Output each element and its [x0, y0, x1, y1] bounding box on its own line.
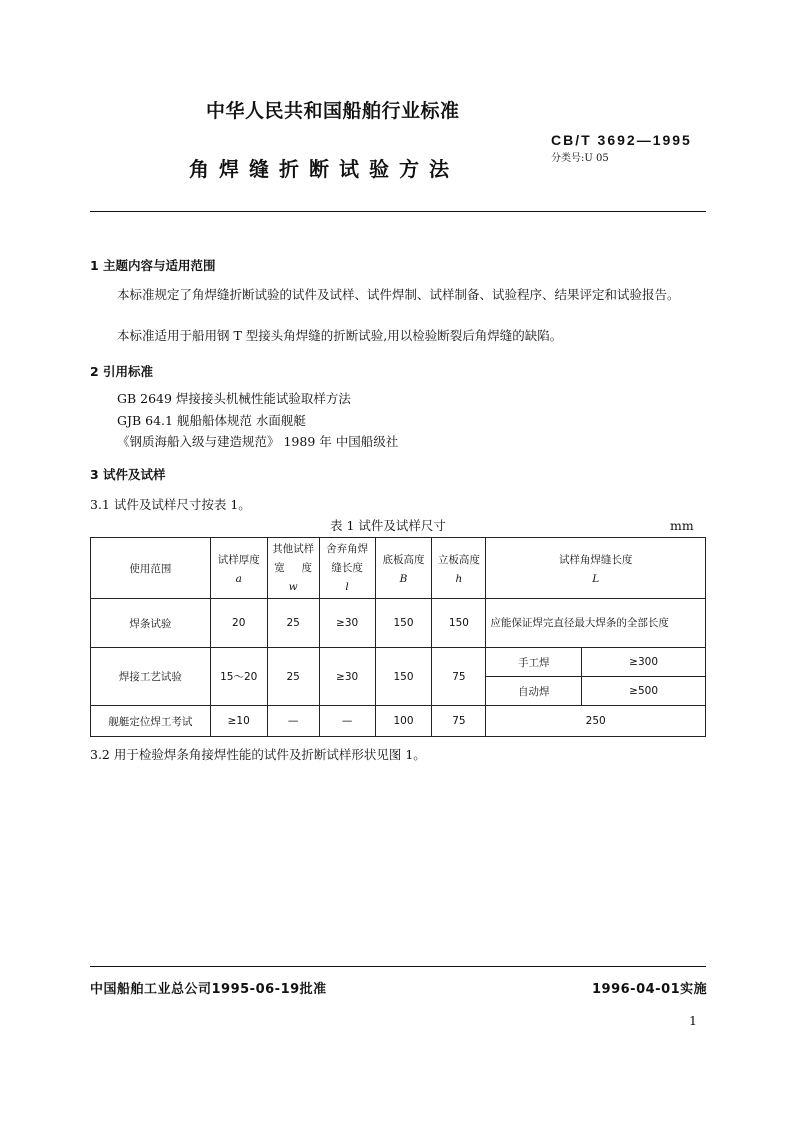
- reference-item: GB 2649 焊接接头机械性能试验取样方法: [117, 391, 351, 406]
- header-vertical-height: 立板高度 h: [432, 538, 486, 599]
- cell-width: —: [267, 706, 319, 737]
- footer-rule: [90, 966, 706, 967]
- header-scope: 使用范围: [91, 538, 211, 599]
- reference-item: 《钢质海船入级与建造规范》 1989 年 中国船级社: [117, 434, 399, 449]
- symbol-w: w: [288, 580, 298, 593]
- reference-item: GJB 64.1 舰船船体规范 水面舰艇: [117, 413, 306, 428]
- symbol-l: l: [345, 580, 349, 593]
- cell-scope: 舰艇定位焊工考试: [91, 706, 211, 737]
- cell-thickness: 20: [210, 599, 267, 648]
- table-1: [90, 537, 706, 737]
- cell-weld-method: 手工焊: [486, 648, 582, 677]
- cell-thickness: ≥10: [210, 706, 267, 737]
- section1-para1: 本标准规定了角焊缝折断试验的试件及试样、试件焊制、试样制备、试验程序、结果评定和试验报告。: [117, 287, 680, 302]
- table-caption: 表 1 试件及试样尺寸: [330, 518, 446, 533]
- cell-weld-length: ≥300: [582, 648, 706, 677]
- cell-weld-length: 250: [486, 706, 706, 737]
- symbol-h: h: [455, 572, 463, 585]
- page-number: 1: [689, 1013, 697, 1028]
- cell-width: 25: [267, 648, 319, 706]
- cell-weld-length: ≥500: [582, 677, 706, 706]
- header-base-height: 底板高度 B: [375, 538, 432, 599]
- table-row: [91, 599, 706, 648]
- cell-discard-length: ≥30: [319, 599, 375, 648]
- table-unit: mm: [670, 518, 694, 533]
- symbol-B: B: [399, 572, 408, 585]
- header-thickness: 试样厚度 a: [210, 538, 267, 599]
- header-width: 其他试样 宽 度 w: [267, 538, 319, 599]
- cell-width: 25: [267, 599, 319, 648]
- table-row: [91, 648, 706, 677]
- section2-heading: 2 引用标准: [90, 364, 154, 379]
- header-rule: [90, 211, 706, 212]
- symbol-L: L: [592, 572, 600, 585]
- cell-vertical-height: 75: [432, 706, 486, 737]
- cell-weld-length: 应能保证焊完直径最大焊条的全部长度: [486, 599, 706, 648]
- symbol-a: a: [235, 572, 242, 585]
- cell-scope: 焊条试验: [91, 599, 211, 648]
- section3-heading: 3 试件及试样: [90, 467, 166, 482]
- classification-number: 分类号:U 05: [551, 153, 609, 164]
- implementation-date: 1996-04-01实施: [592, 982, 708, 997]
- cell-vertical-height: 150: [432, 599, 486, 648]
- section1-heading: 1 主题内容与适用范围: [90, 258, 216, 273]
- cell-weld-method: 自动焊: [486, 677, 582, 706]
- table-row: [91, 706, 706, 737]
- section1-para2: 本标准适用于船用钢 T 型接头角焊缝的折断试验,用以检验断裂后角焊缝的缺陷。: [117, 328, 563, 343]
- clause-3-1: 3.1 试件及试样尺寸按表 1。: [90, 497, 251, 512]
- cell-discard-length: —: [319, 706, 375, 737]
- document-title: 角焊缝折断试验方法: [189, 157, 459, 181]
- cell-scope: 焊接工艺试验: [91, 648, 211, 706]
- standard-code: CB/T 3692—1995: [551, 132, 692, 148]
- cell-base-height: 150: [375, 599, 432, 648]
- approval-date: 中国船舶工业总公司1995-06-19批准: [90, 982, 327, 997]
- cell-base-height: 150: [375, 648, 432, 706]
- table-header-row: [91, 538, 706, 599]
- header-discard-length: 舍弃角焊 缝长度 l: [319, 538, 375, 599]
- clause-3-2: 3.2 用于检验焊条角接焊性能的试件及折断试样形状见图 1。: [90, 747, 426, 762]
- standard-org: 中华人民共和国船舶行业标准: [206, 100, 460, 122]
- cell-discard-length: ≥30: [319, 648, 375, 706]
- cell-thickness: 15～20: [210, 648, 267, 706]
- header-weld-length: 试样角焊缝长度 L: [486, 538, 706, 599]
- cell-vertical-height: 75: [432, 648, 486, 706]
- cell-base-height: 100: [375, 706, 432, 737]
